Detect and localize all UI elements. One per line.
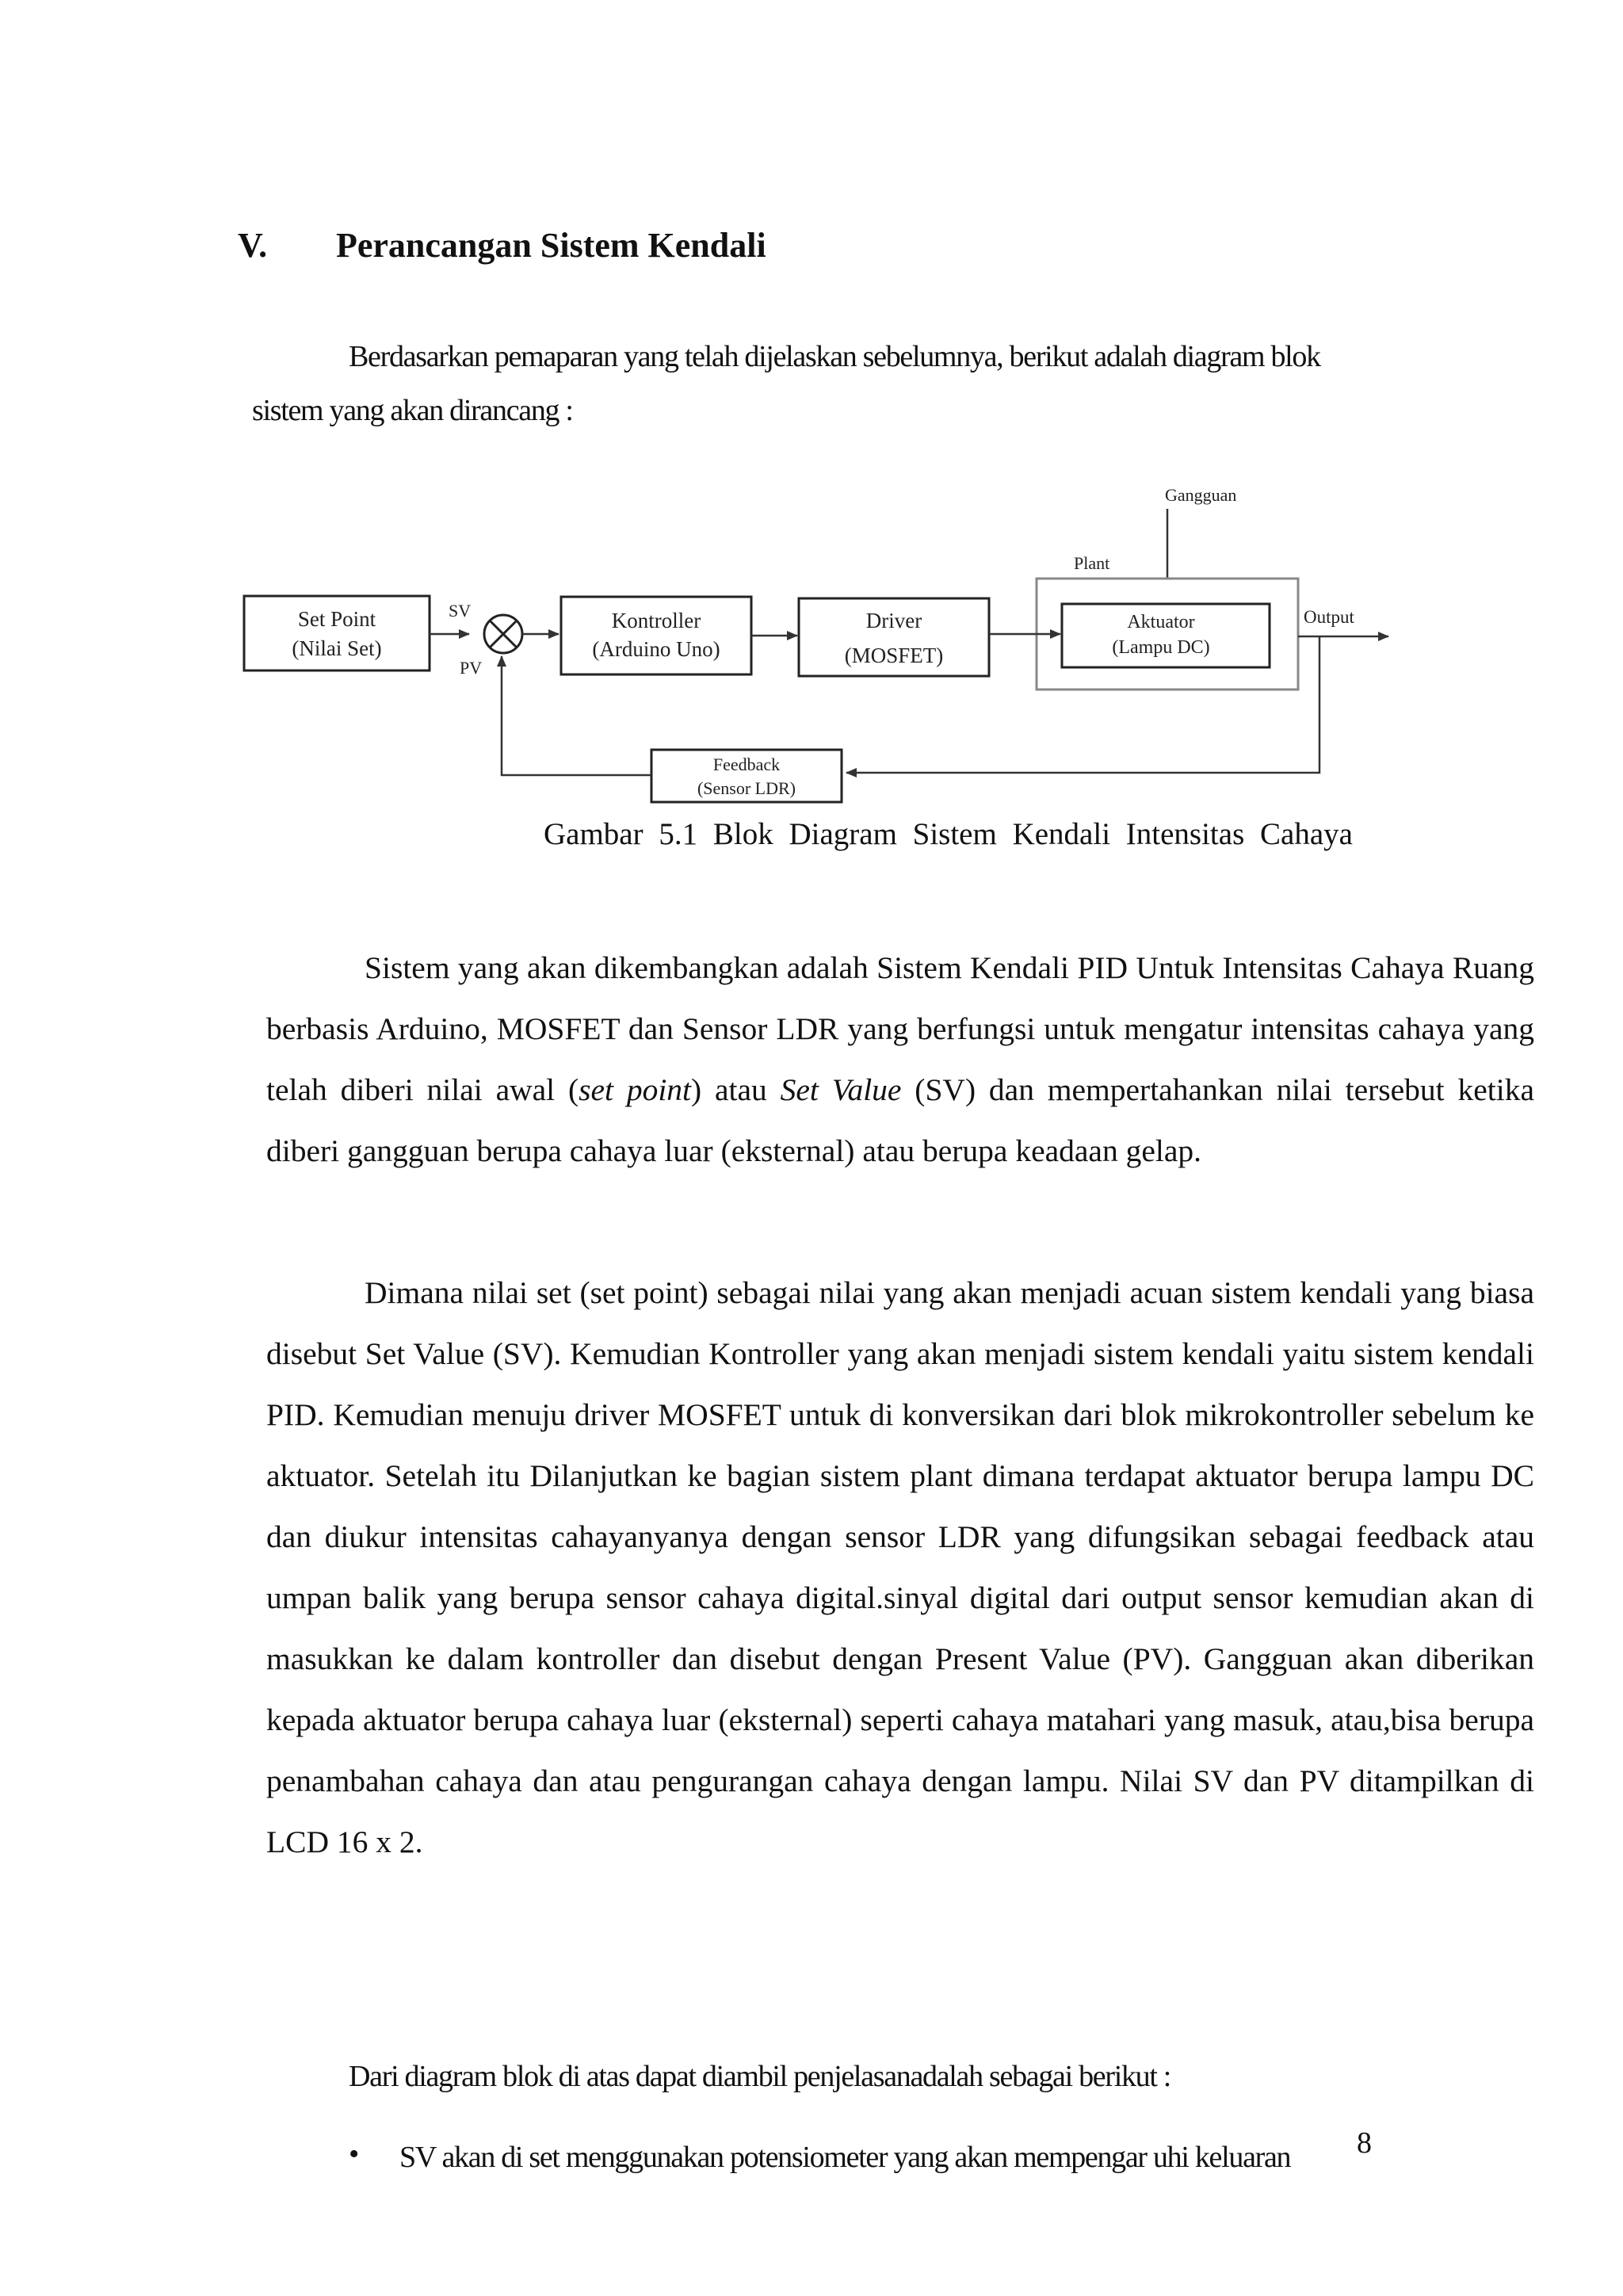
- intro-line-1: Berdasarkan pemaparan yang telah dijelaskan sebelumnya, berikut adalah diagram blok: [349, 340, 1320, 373]
- paragraph-2: [266, 1263, 1534, 1873]
- setpoint-label: Set Point: [297, 607, 376, 631]
- aktuator-sub: (Lampu DC): [1112, 637, 1210, 658]
- paragraph-1-setvalue: Set Value: [780, 1072, 902, 1107]
- pv-label: PV: [460, 658, 483, 678]
- explanation-intro: Dari diagram blok di atas dapat diambil penjelasanadalah sebagai berikut :: [349, 2060, 1171, 2093]
- output-label: Output: [1304, 607, 1354, 627]
- section-title: Perancangan Sistem Kendali: [336, 226, 766, 265]
- paragraph-2-text: Dimana nilai set (set point) sebagai nilai yang akan menjadi acuan sistem kendali yang biasa disebut Set Value (SV). Kemudian Kontroller yang akan menjadi sistem kendali yaitu sistem kendali PID. Kemudian menuju driver MOSFET untuk di konversikan dari blok mikrokontroller sebelum ke aktuator. Setelah itu Dilanjutkan ke bagian sistem plant dimana terdapat aktuator berupa lampu DC dan diukur intensitas cahayanyanya dengan sensor LDR yang difungsikan sebagai feedback atau umpan balik yang berupa sensor cahaya digital.sinyal digital dari output sensor kemudian akan di masukkan ke dalam kontroller dan disebut dengan Present Value (PV). Gangguan akan diberikan kepada aktuator berupa cahaya luar (eksternal) seperti cahaya matahari yang masuk, atau,bisa berupa penambahan cahaya dan atau pengurangan cahaya dengan lampu. Nilai SV dan PV ditampilkan di LCD 16 x 2.: [266, 1275, 1534, 1859]
- setpoint-sub: (Nilai Set): [292, 636, 382, 660]
- intro-line-2: sistem yang akan dirancang :: [252, 394, 573, 427]
- driver-sub: (MOSFET): [844, 644, 944, 667]
- gangguan-label: Gangguan: [1165, 485, 1237, 505]
- kontroller-label: Kontroller: [611, 609, 701, 632]
- bullet-symbol: •: [349, 2137, 360, 2171]
- kontroller-sub: (Arduino Uno): [592, 637, 720, 661]
- paragraph-1-text-b: ) atau: [691, 1072, 781, 1107]
- section-number: V.: [238, 226, 268, 265]
- summing-junction: [484, 615, 522, 653]
- driver-label: Driver: [865, 609, 922, 632]
- paragraph-1-text-a: Sistem yang akan dikembangkan adalah Sistem Kendali PID Untuk Intensitas Cahaya Ruang berbasis Arduino, MOSFET dan Sensor LDR yang berfungsi untuk mengatur intensitas cahaya yang telah diberi nilai awal (: [266, 950, 1534, 1107]
- plant-label: Plant: [1074, 553, 1110, 573]
- aktuator-label: Aktuator: [1127, 612, 1195, 632]
- paragraph-1: [266, 938, 1534, 1182]
- sv-label: SV: [449, 601, 472, 621]
- figure-caption: Gambar 5.1 Blok Diagram Sistem Kendali Intensitas Cahaya: [544, 817, 1353, 851]
- bullet-text: SV akan di set menggunakan potensiometer yang akan mempengar uhi keluaran: [399, 2141, 1291, 2174]
- page-number: 8: [1357, 2126, 1372, 2160]
- paragraph-1-text-c: (SV) dan mempertahankan nilai tersebut ketika diberi gangguan berupa cahaya luar (eksternal) atau berupa keadaan gelap.: [266, 1072, 1534, 1168]
- block-diagram: [238, 476, 1411, 808]
- feedback-sub: (Sensor LDR): [697, 778, 796, 798]
- feedback-label: Feedback: [712, 755, 781, 774]
- paragraph-1-setpoint: set point: [579, 1072, 692, 1107]
